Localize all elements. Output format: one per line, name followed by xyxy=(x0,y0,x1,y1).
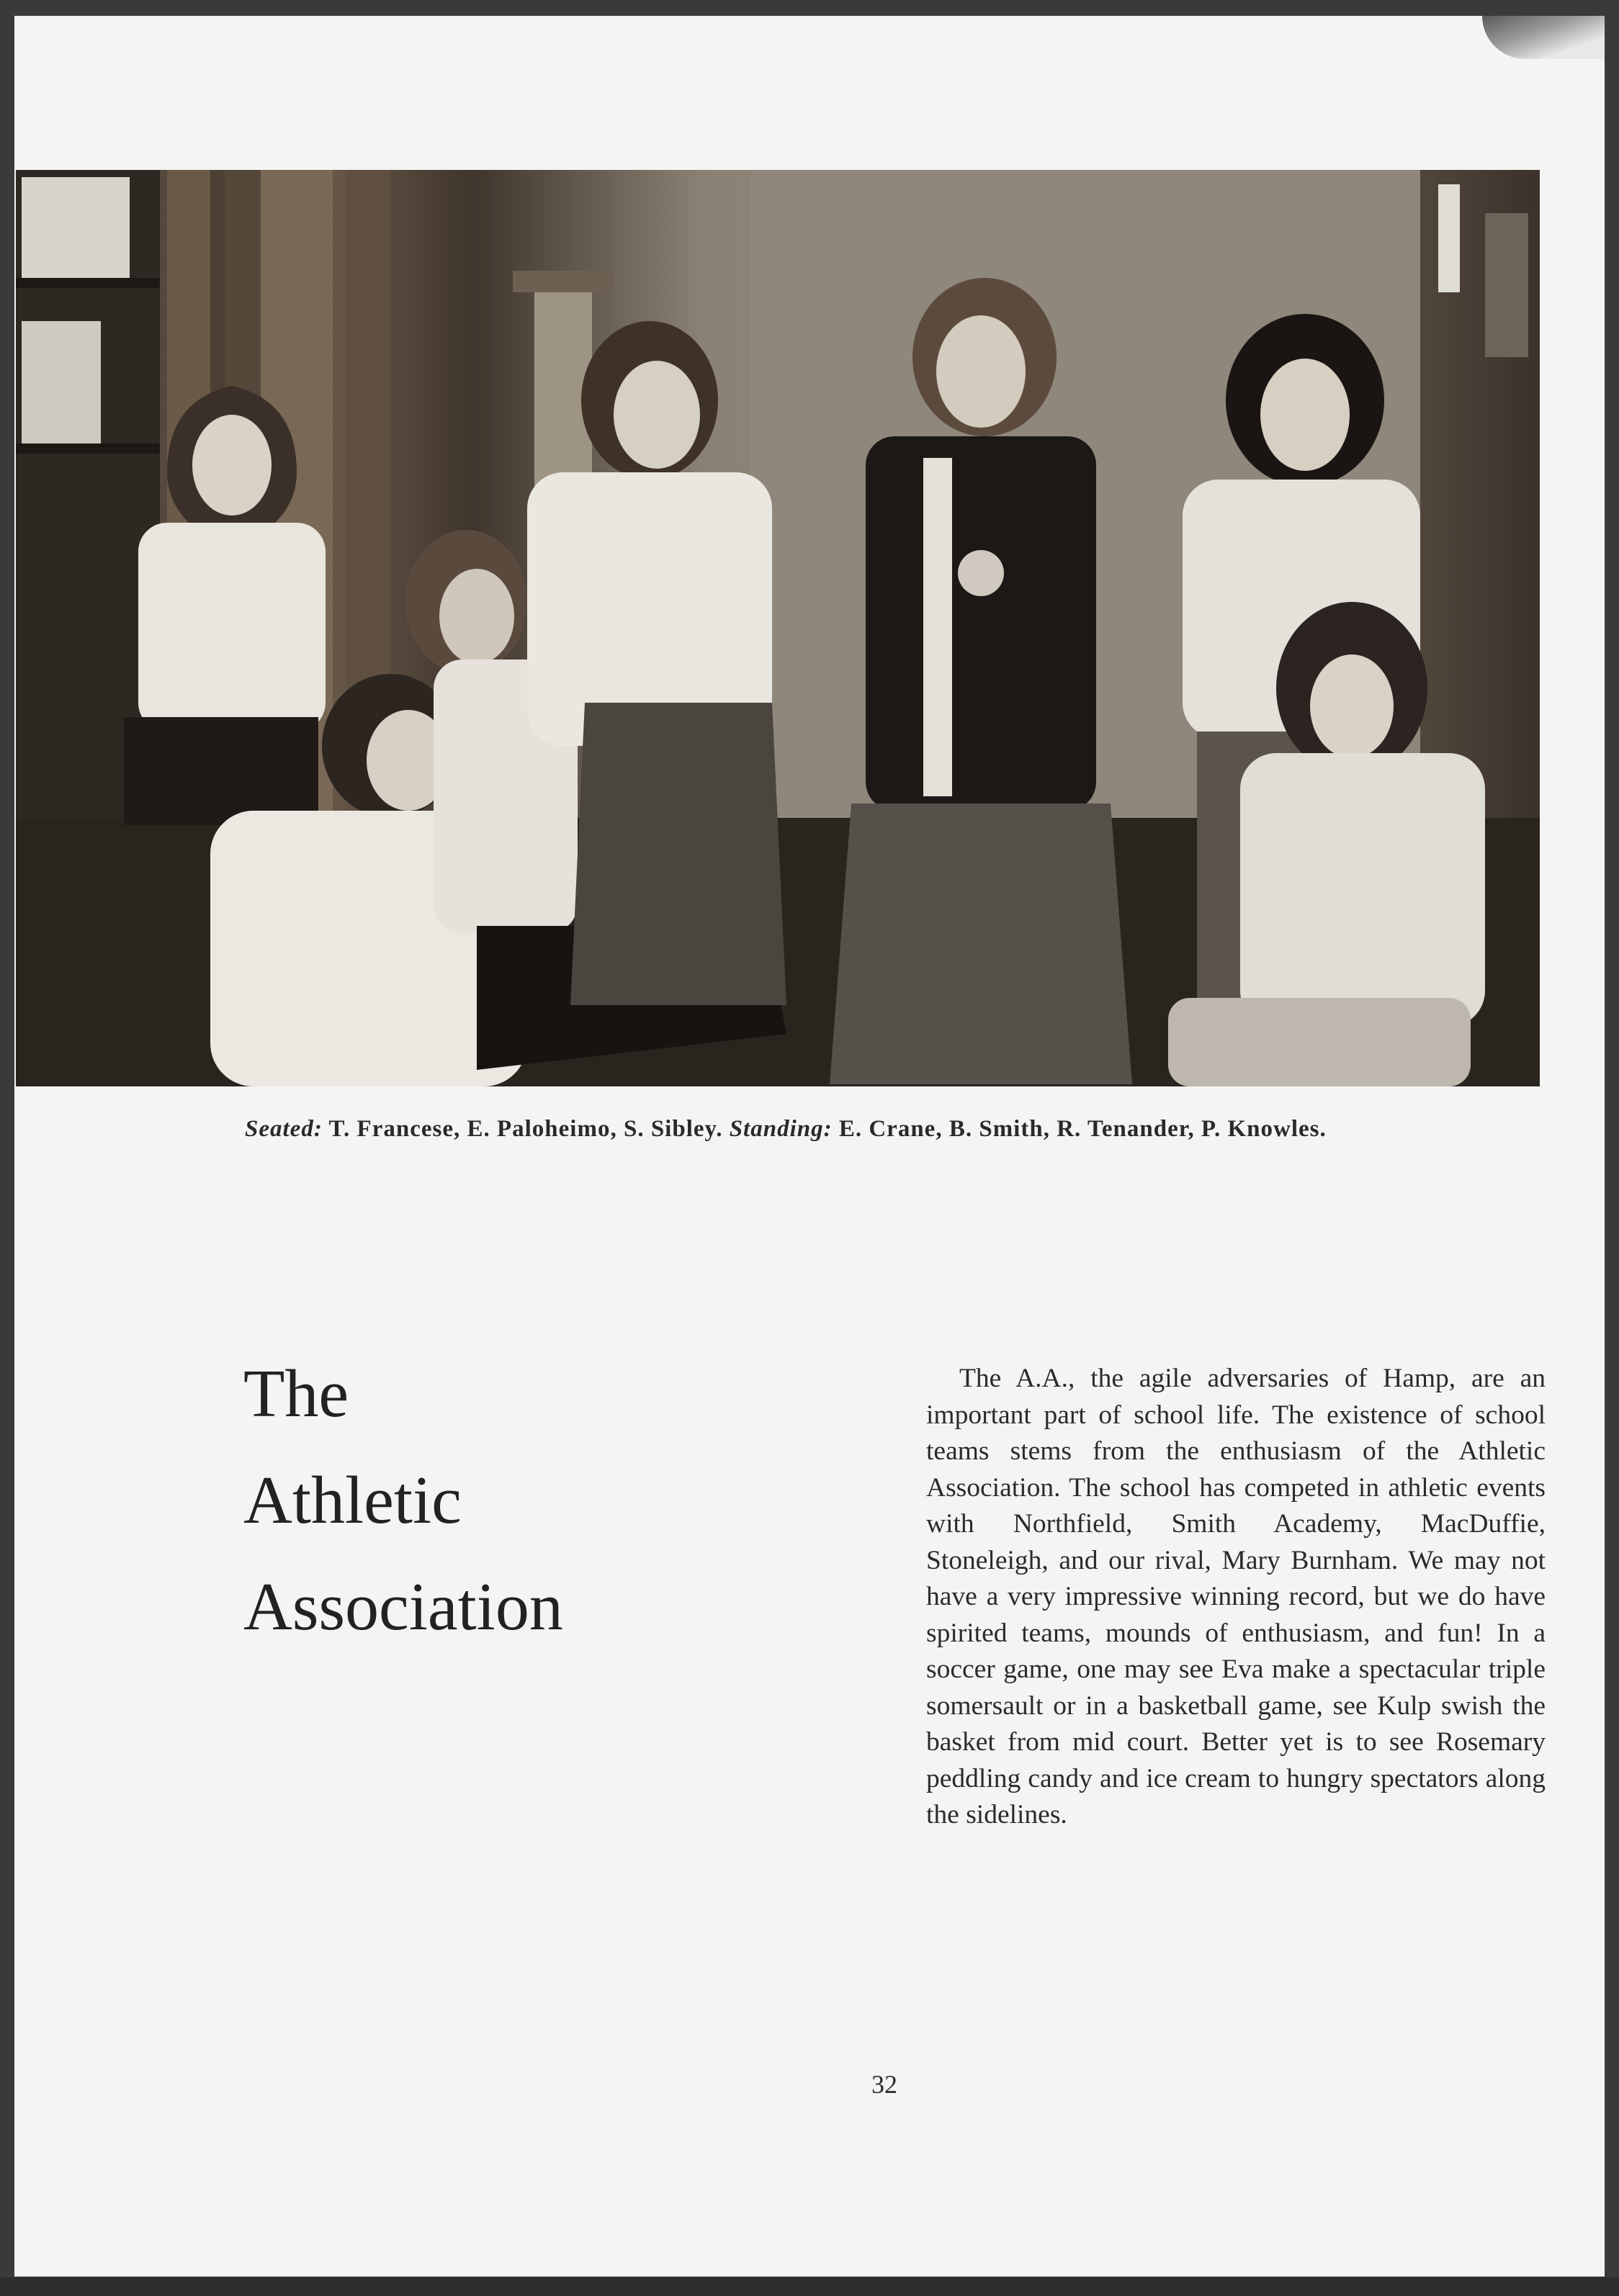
photo-illustration xyxy=(16,170,1540,1086)
page-corner-curl xyxy=(1482,16,1605,59)
standing-label: Standing: xyxy=(729,1116,833,1142)
yearbook-page xyxy=(14,16,1605,2277)
section-title xyxy=(243,1341,748,1660)
seated-names: T. Francese, E. Paloheimo, S. Sibley. xyxy=(328,1116,723,1142)
group-photograph xyxy=(16,170,1540,1086)
photo-caption xyxy=(245,1116,1548,1143)
standing-names: E. Crane, B. Smith, R. Tenander, P. Knowles. xyxy=(838,1116,1327,1142)
scan-edge xyxy=(0,2277,1619,2296)
title-line-2: Athletic xyxy=(243,1463,462,1538)
title-line-1: The xyxy=(243,1356,349,1431)
title-line-3: Association xyxy=(243,1570,563,1644)
body-paragraph: The A.A., the agile adversaries of Hamp, are an important part of school life. The existence of school teams stems from the enthusiasm of the Athletic Association. The school has competed in athletic events with Northfield, Smith Academy, MacDuffie, Stoneleigh, and our rival, Mary Burnham. We may not have a very impressive winning record, but we do have spirited teams, mounds of enthusiasm, and fun! In a soccer game, one may see Eva make a spectacular triple somersault or in a basketball game, see Kulp swish the basket from mid court. Better yet is to see Rosemary peddling candy and ice cream to hungry spectators along the sidelines. xyxy=(926,1364,1546,1829)
seated-label: Seated: xyxy=(245,1116,323,1142)
page-number: 32 xyxy=(871,2070,897,2099)
